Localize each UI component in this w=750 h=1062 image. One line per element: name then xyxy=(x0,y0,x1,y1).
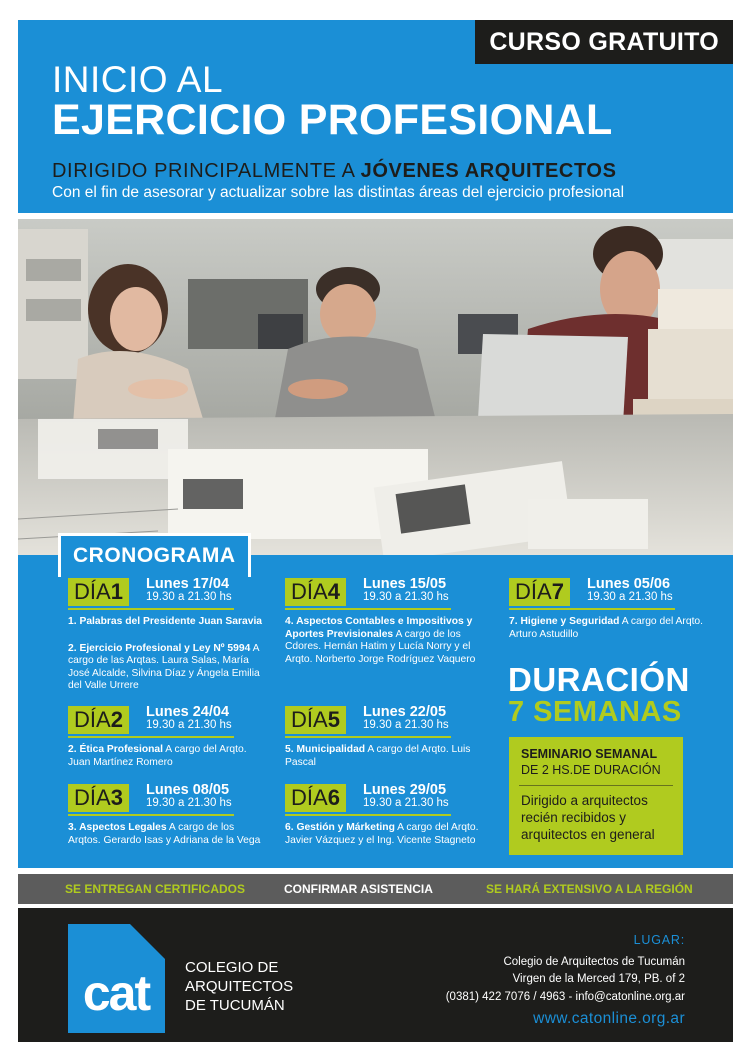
day-7-item-1 xyxy=(509,616,709,641)
audience-highlight: JÓVENES ARQUITECTOS xyxy=(360,160,617,182)
day-5-label xyxy=(285,706,346,734)
audience-prefix: DIRIGIDO PRINCIPALMENTE A xyxy=(52,160,361,182)
day-1-item-2-text: A cargo de las Arqtas. Laura Salas, María José Alcalde, Silvina Díaz y Ángela Emilia del Valle Urrere xyxy=(68,642,260,691)
venue-contact[interactable]: (0381) 422 7076 / 4963 - info@catonline.org.ar xyxy=(445,991,685,1003)
day-1-item-1-title: 1. Palabras del Presidente Juan Saravia xyxy=(68,616,263,627)
day-4-item-1-title: 4. Aspectos Contables e Impositivos y Aportes Previsionales xyxy=(285,616,473,640)
header-banner xyxy=(18,20,733,213)
day-3-rule xyxy=(68,814,234,816)
day-1-item-2-title: 2. Ejercicio Profesional y Ley Nº 5994 xyxy=(68,642,251,654)
purpose-line: Con el fin de asesorar y actualizar sobre las distintas áreas del ejercicio profesional xyxy=(52,184,625,201)
free-course-badge: CURSO GRATUITO xyxy=(475,20,733,64)
cat-logo-icon xyxy=(68,924,165,1033)
day-1-time: 19.30 a 21.30 hs xyxy=(146,591,232,603)
day-5-time: 19.30 a 21.30 hs xyxy=(363,719,449,731)
day-1-label xyxy=(68,578,129,606)
day-3-item-1 xyxy=(68,822,268,847)
day-3-label xyxy=(68,784,129,812)
schedule-section xyxy=(18,544,733,868)
place-label: LUGAR: xyxy=(633,933,685,947)
day-2-date: Lunes 24/04 xyxy=(146,704,230,720)
day-7-block xyxy=(509,576,709,641)
audience-line xyxy=(52,159,617,183)
day-1-block xyxy=(68,576,268,693)
day-7-number: 7 xyxy=(551,579,564,604)
venue-name: Colegio de Arquitectos de Tucumán xyxy=(503,956,685,968)
day-6-item-1-title: 6. Gestión y Márketing xyxy=(285,822,395,833)
seminar-subtitle: DE 2 HS.DE DURACIÓN xyxy=(521,763,661,777)
day-3-time: 19.30 a 21.30 hs xyxy=(146,797,232,809)
org-name xyxy=(185,958,293,1015)
day-7-date: Lunes 05/06 xyxy=(587,576,671,592)
day-6-item-1-text: A cargo del Arqto. Javier Vázquez y el Ing. Vicente Stagneto xyxy=(285,822,479,846)
seminar-box xyxy=(509,737,683,855)
day-5-item-1-text: A cargo del Arqto. Luis Pascal xyxy=(285,744,471,768)
day-2-number: 2 xyxy=(110,707,123,732)
day-4-block xyxy=(285,576,485,666)
day-4-date: Lunes 15/05 xyxy=(363,576,447,592)
day-1-rule xyxy=(68,608,234,610)
certificates-note: SE ENTREGAN CERTIFICADOS xyxy=(65,882,246,896)
day-7-prefix: DÍA xyxy=(515,579,552,604)
seminar-target: Dirigido a arquitectos recién recibidos y arquitectos en general xyxy=(521,793,655,842)
day-4-item-1-text: A cargo de los Cdores. Hernán Hatim y Lucía Norry y el Arqto. Norberto Jorge Rodríguez Vaquero xyxy=(285,628,476,665)
day-6-rule xyxy=(285,814,451,816)
day-6-date: Lunes 29/05 xyxy=(363,782,447,798)
venue-address: Virgen de la Merced 179, PB. of 2 xyxy=(512,973,685,985)
day-3-item-1-title: 3. Aspectos Legales xyxy=(68,822,167,833)
seminar-divider xyxy=(519,785,673,786)
day-5-block xyxy=(285,704,485,769)
day-1-number: 1 xyxy=(110,579,123,604)
day-6-label xyxy=(285,784,346,812)
day-4-time: 19.30 a 21.30 hs xyxy=(363,591,449,603)
day-2-time: 19.30 a 21.30 hs xyxy=(146,719,232,731)
day-1-item-1 xyxy=(68,616,268,629)
org-name-line-3: DE TUCUMÁN xyxy=(185,997,285,1014)
info-bar xyxy=(18,874,733,904)
day-7-item-1-title: 7. Higiene y Seguridad xyxy=(509,616,620,627)
day-5-prefix: DÍA xyxy=(291,707,328,732)
day-5-number: 5 xyxy=(327,707,340,732)
org-name-line-1: COLEGIO DE xyxy=(185,959,279,976)
day-1-prefix: DÍA xyxy=(74,579,111,604)
workshop-photo xyxy=(18,219,733,555)
day-6-block xyxy=(285,782,485,847)
day-7-rule xyxy=(509,608,675,610)
day-4-label xyxy=(285,578,346,606)
day-1-item-2 xyxy=(68,643,268,693)
day-7-time: 19.30 a 21.30 hs xyxy=(587,591,673,603)
day-2-label xyxy=(68,706,129,734)
day-3-block xyxy=(68,782,268,847)
day-5-date: Lunes 22/05 xyxy=(363,704,447,720)
day-6-number: 6 xyxy=(327,785,340,810)
day-6-prefix: DÍA xyxy=(291,785,328,810)
confirm-attendance-note: CONFIRMAR ASISTENCIA xyxy=(284,882,433,896)
day-5-item-1 xyxy=(285,744,485,769)
day-5-item-1-title: 5. Municipalidad xyxy=(285,744,366,755)
day-4-prefix: DÍA xyxy=(291,579,328,604)
duration-heading: DURACIÓN xyxy=(508,661,690,698)
day-3-item-1-text: A cargo de los Arqtos. Gerardo Isas y Adriana de la Vega xyxy=(68,822,261,846)
day-3-date: Lunes 08/05 xyxy=(146,782,230,798)
footer xyxy=(18,908,733,1042)
day-2-item-1 xyxy=(68,744,268,769)
day-4-item-1 xyxy=(285,616,485,666)
duration-weeks: 7 SEMANAS xyxy=(508,696,682,728)
cat-logo xyxy=(68,924,165,1033)
day-2-item-1-title: 2. Ética Profesional xyxy=(68,744,163,755)
logo-wordmark: cat xyxy=(82,965,150,1021)
region-note: SE HARÁ EXTENSIVO A LA REGIÓN xyxy=(486,882,693,896)
day-1-date: Lunes 17/04 xyxy=(146,576,230,592)
day-2-item-1-text: A cargo del Arqto. Juan Martínez Romero xyxy=(68,744,247,768)
day-7-label xyxy=(509,578,570,606)
day-3-number: 3 xyxy=(110,785,123,810)
seminar-title: SEMINARIO SEMANAL xyxy=(521,747,658,761)
title-line-1: INICIO AL xyxy=(52,59,224,100)
title-line-2: EJERCICIO PROFESIONAL xyxy=(52,96,613,144)
workshop-photo-illustration xyxy=(18,219,733,555)
day-4-rule xyxy=(285,608,451,610)
day-2-rule xyxy=(68,736,234,738)
day-5-rule xyxy=(285,736,451,738)
org-name-line-2: ARQUITECTOS xyxy=(185,978,294,995)
day-6-item-1 xyxy=(285,822,485,847)
website-link[interactable]: www.catonline.org.ar xyxy=(533,1010,685,1027)
day-2-prefix: DÍA xyxy=(74,707,111,732)
day-2-block xyxy=(68,704,268,769)
day-3-prefix: DÍA xyxy=(74,785,111,810)
day-7-item-1-text: A cargo del Arqto. Arturo Astudillo xyxy=(509,616,704,640)
day-4-number: 4 xyxy=(327,579,340,604)
day-6-time: 19.30 a 21.30 hs xyxy=(363,797,449,809)
schedule-heading: CRONOGRAMA xyxy=(58,533,251,577)
